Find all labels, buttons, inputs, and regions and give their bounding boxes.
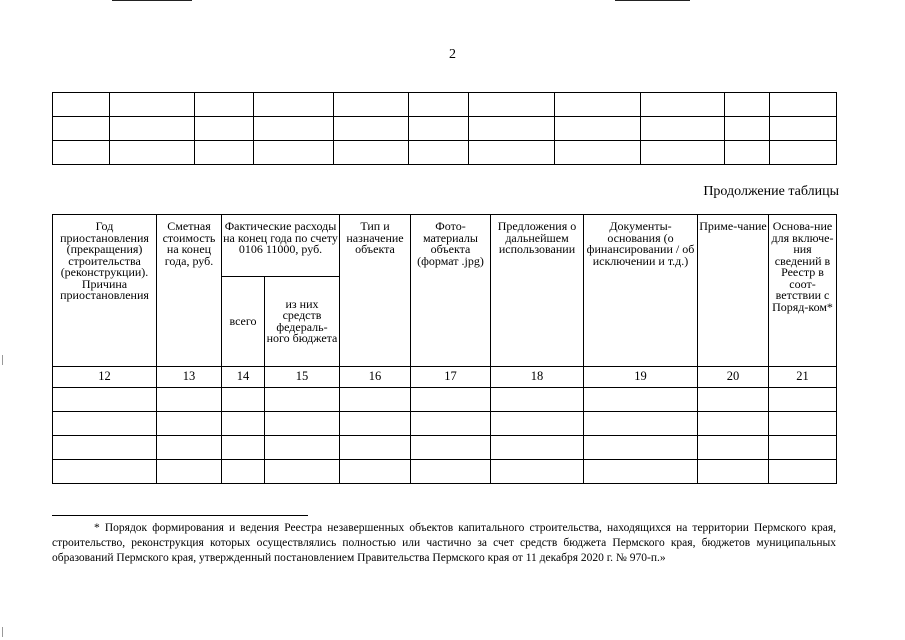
column-number: 12 [53, 367, 157, 388]
scan-artifact [615, 0, 690, 1]
column-number: 21 [769, 367, 837, 388]
header-col13: Сметная стоимость на конец года, руб. [157, 215, 222, 367]
scan-artifact [2, 627, 3, 637]
table-row [53, 141, 837, 165]
column-number: 17 [411, 367, 491, 388]
footnote-separator [52, 515, 308, 516]
table-row [53, 93, 837, 117]
column-number: 19 [584, 367, 698, 388]
table-row [53, 412, 837, 436]
column-number: 18 [491, 367, 584, 388]
scan-artifact [2, 355, 3, 365]
column-number: 13 [157, 367, 222, 388]
page-number: 2 [449, 47, 456, 62]
column-number: 14 [222, 367, 265, 388]
continuation-label: Продолжение таблицы [703, 184, 839, 199]
header-col18: Предложения о дальнейшем использовании [491, 215, 584, 367]
header-col19: Документы-основания (о финансировании / об исключении и т.д.) [584, 215, 698, 367]
column-number-row [53, 367, 837, 388]
table-row [53, 117, 837, 141]
table-row [53, 460, 837, 484]
column-number: 20 [698, 367, 769, 388]
header-col20: Приме-чание [698, 215, 769, 367]
column-number: 16 [340, 367, 411, 388]
previous-table-part [52, 92, 837, 165]
header-col17: Фото-материалы объекта (формат .jpg) [411, 215, 491, 367]
column-number: 15 [265, 367, 340, 388]
table-row [53, 388, 837, 412]
footnote-text: * Порядок формирования и ведения Реестра незавершенных объектов капитального строительства, находящихся на территории Пермского края, строительство, реконструкция которых осуществлялись полностью или частично за счет средств бюджета Пермского края, бюджетов муниципальных образований Пермского края, утвержденный постановлением Правительства Пермского края от 11 декабря 2020 г. № 970-п.» [52, 522, 836, 564]
header-col15: из них средств федераль-ного бюджета [265, 277, 340, 367]
header-col12: Год приостановления (прекращения) строительства (реконструкции). Причина приостановления [53, 215, 157, 367]
header-col14: всего [222, 277, 265, 367]
scan-artifact [112, 0, 192, 1]
header-row [53, 215, 837, 277]
table-row [53, 436, 837, 460]
header-col16: Тип и назначение объекта [340, 215, 411, 367]
footnote [52, 521, 836, 566]
header-col21: Основа-ние для включе-ния сведений в Реестр в соот-ветствии с Поряд-ком* [769, 215, 837, 367]
registry-table [52, 214, 837, 484]
header-col14-15-group: Фактические расходы на конец года по счету 0106 11000, руб. [222, 215, 340, 277]
